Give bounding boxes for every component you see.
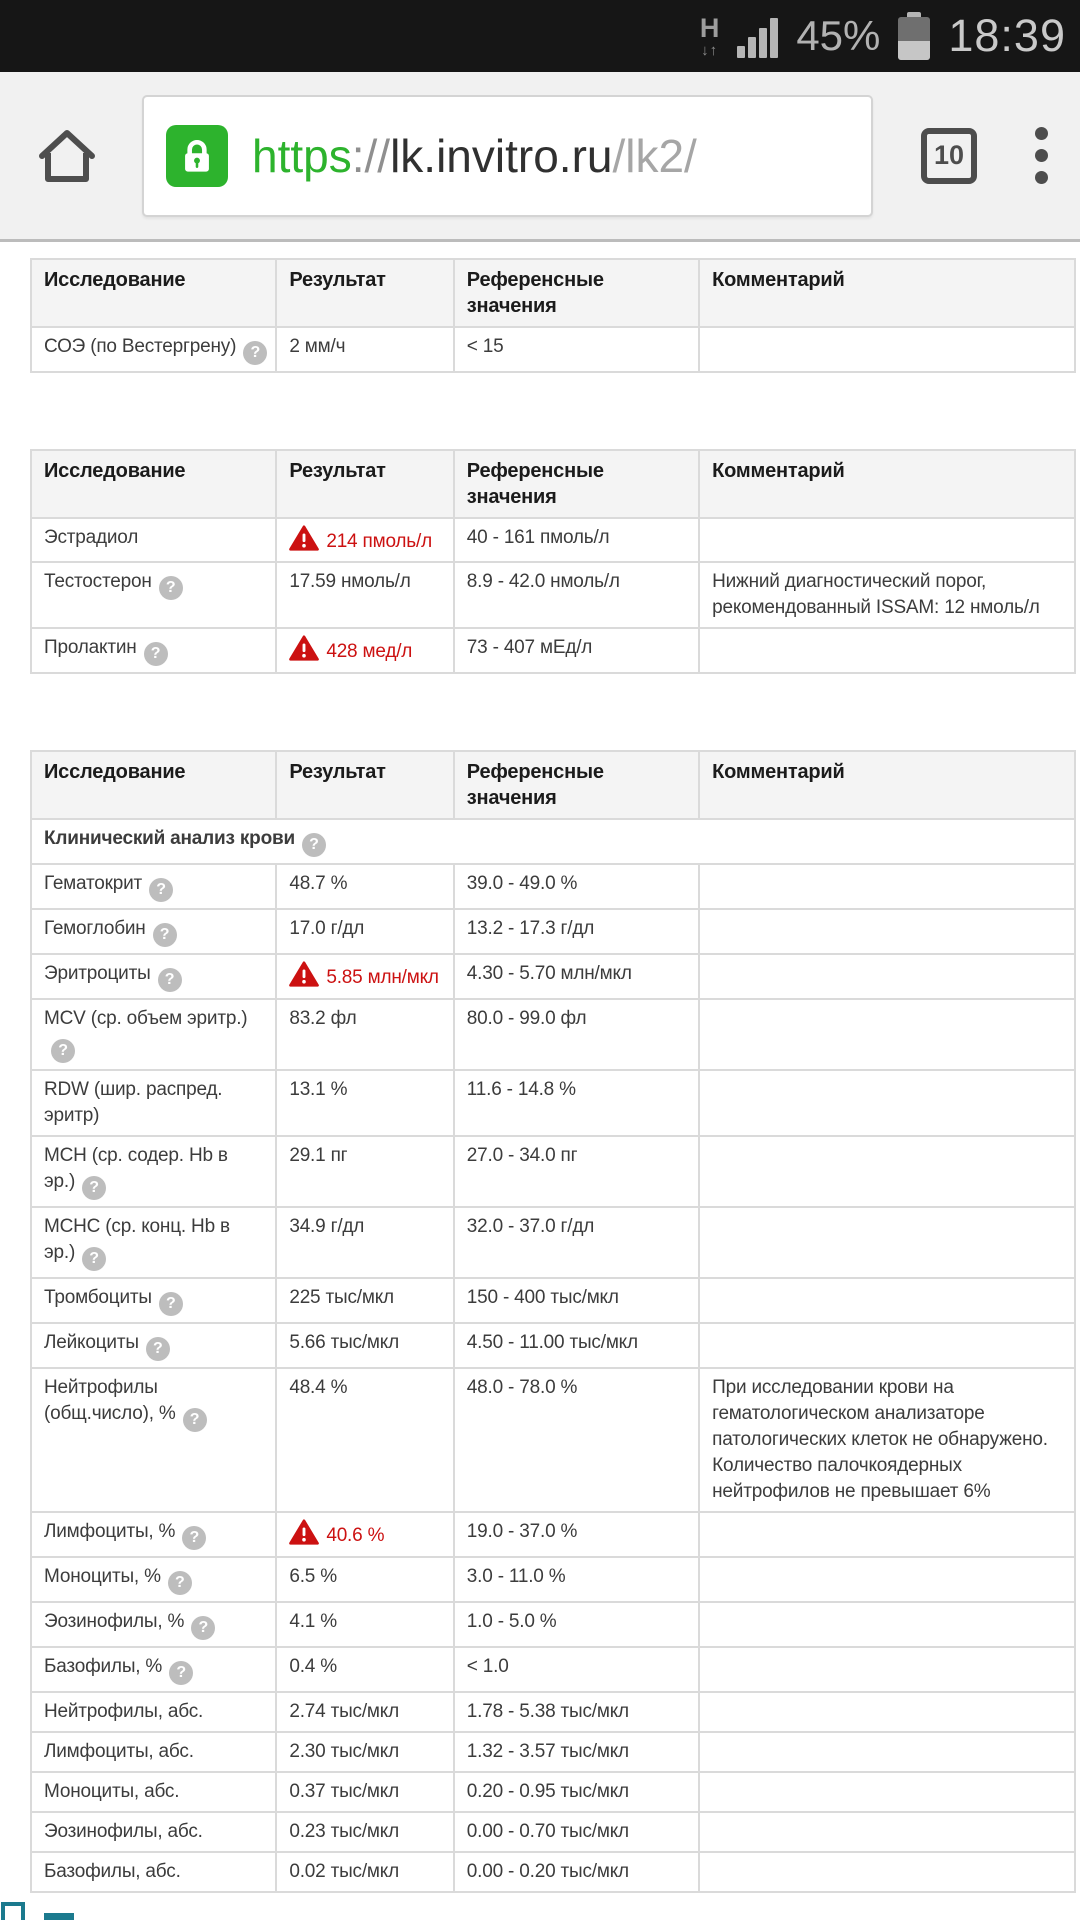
url-path: /lk2/ <box>612 129 697 182</box>
test-name-cell: Тестостерон ? <box>31 562 276 628</box>
result-value: 34.9 г/дл <box>289 1216 365 1237</box>
table-row <box>31 999 1075 1070</box>
help-question-icon[interactable]: ? <box>146 1337 170 1361</box>
help-question-icon[interactable]: ? <box>191 1616 215 1640</box>
result-value: 40.6 % <box>326 1525 385 1546</box>
battery-percent-label: 45% <box>796 12 881 59</box>
reference-cell: 4.50 - 11.00 тыс/мкл <box>454 1323 699 1368</box>
reference-cell: 40 - 161 пмоль/л <box>454 518 699 562</box>
table-row <box>31 909 1075 954</box>
comment-cell <box>699 1136 1075 1207</box>
comment-cell: Нижний диагностический порог, рекомендованный ISSAM: 12 нмоль/л <box>699 562 1075 628</box>
results-tables <box>30 258 1076 1893</box>
page-bottom-fragment <box>44 1913 74 1920</box>
comment-cell <box>699 1207 1075 1278</box>
reference-cell: < 1.0 <box>454 1647 699 1692</box>
network-type-label: H <box>699 12 720 43</box>
comment-cell <box>699 1772 1075 1812</box>
result-value: 48.4 % <box>289 1377 348 1398</box>
reference-cell: 1.78 - 5.38 тыс/мкл <box>454 1692 699 1732</box>
test-name-cell: MCV (ср. объем эритр.)? <box>31 999 276 1070</box>
help-question-icon[interactable]: ? <box>144 642 168 666</box>
help-question-icon[interactable]: ? <box>82 1247 106 1271</box>
result-cell <box>276 1692 453 1732</box>
result-value: 13.1 % <box>289 1079 348 1100</box>
comment-cell <box>699 1323 1075 1368</box>
help-question-icon[interactable]: ? <box>183 1408 207 1432</box>
header-row <box>31 751 1075 819</box>
browser-toolbar <box>0 72 1080 242</box>
reference-cell: 4.30 - 5.70 млн/мкл <box>454 954 699 999</box>
reference-cell: 27.0 - 34.0 пг <box>454 1136 699 1207</box>
url-scheme: https <box>252 129 352 182</box>
result-cell <box>276 1647 453 1692</box>
url-bar[interactable] <box>142 95 873 217</box>
comment-cell <box>699 999 1075 1070</box>
help-question-icon[interactable]: ? <box>158 968 182 992</box>
result-cell <box>276 1772 453 1812</box>
comment-cell <box>699 1070 1075 1136</box>
reference-cell: 8.9 - 42.0 нмоль/л <box>454 562 699 628</box>
comment-cell <box>699 327 1075 372</box>
section-title-cell: Клинический анализ крови ? <box>31 819 1075 864</box>
result-value: 5.66 тыс/мкл <box>289 1332 399 1353</box>
reference-cell: 3.0 - 11.0 % <box>454 1557 699 1602</box>
test-name-cell: Базофилы, абс. <box>31 1852 276 1892</box>
table-row <box>31 864 1075 909</box>
test-name-cell: Эстрадиол <box>31 518 276 562</box>
test-name-cell: Нейтрофилы, абс. <box>31 1692 276 1732</box>
test-name-cell: Лимфоциты, абс. <box>31 1732 276 1772</box>
result-cell <box>276 1278 453 1323</box>
table-row <box>31 1692 1075 1732</box>
comment-cell <box>699 1732 1075 1772</box>
table-row <box>31 1812 1075 1852</box>
table-row <box>31 1602 1075 1647</box>
reference-cell: 19.0 - 37.0 % <box>454 1512 699 1557</box>
warning-triangle-icon <box>289 961 319 988</box>
result-cell <box>276 1852 453 1892</box>
table-row <box>31 628 1075 673</box>
test-name-cell: Лимфоциты, % ? <box>31 1512 276 1557</box>
help-question-icon[interactable]: ? <box>159 1292 183 1316</box>
test-name-cell: Эозинофилы, % ? <box>31 1602 276 1647</box>
column-header: Результат <box>276 751 453 819</box>
result-cell <box>276 999 453 1070</box>
column-header: Исследование <box>31 259 276 327</box>
header-row <box>31 450 1075 518</box>
status-bar <box>0 0 1080 72</box>
reference-cell: 13.2 - 17.3 г/дл <box>454 909 699 954</box>
result-cell <box>276 1070 453 1136</box>
help-question-icon[interactable]: ? <box>82 1176 106 1200</box>
result-cell <box>276 1812 453 1852</box>
table-row <box>31 327 1075 372</box>
help-question-icon[interactable]: ? <box>168 1571 192 1595</box>
comment-cell <box>699 628 1075 673</box>
menu-dot-icon <box>1035 171 1048 184</box>
data-transfer-arrows-icon: ↓↑ <box>701 41 719 59</box>
home-icon <box>34 123 100 189</box>
result-value: 2 мм/ч <box>289 336 346 357</box>
result-value: 214 пмоль/л <box>326 531 432 552</box>
url-host: lk.invitro.ru <box>390 129 613 182</box>
column-header: Исследование <box>31 450 276 518</box>
table-row <box>31 1136 1075 1207</box>
result-value: 17.59 нмоль/л <box>289 571 411 592</box>
result-cell <box>276 1732 453 1772</box>
comment-cell <box>699 954 1075 999</box>
comment-cell <box>699 1278 1075 1323</box>
result-cell <box>276 562 453 628</box>
result-value: 0.4 % <box>289 1656 337 1677</box>
warning-triangle-icon <box>289 1519 319 1546</box>
result-value: 428 мед/л <box>326 641 413 662</box>
test-name-cell: Пролактин ? <box>31 628 276 673</box>
test-name-cell: Базофилы, % ? <box>31 1647 276 1692</box>
page-bottom-fragment <box>1 1902 25 1920</box>
table-row <box>31 1278 1075 1323</box>
comment-cell <box>699 1812 1075 1852</box>
lab-results-page <box>0 242 1080 1893</box>
reference-cell: 0.20 - 0.95 тыс/мкл <box>454 1772 699 1812</box>
reference-cell: < 15 <box>454 327 699 372</box>
reference-cell: 80.0 - 99.0 фл <box>454 999 699 1070</box>
result-cell <box>276 909 453 954</box>
warning-triangle-icon <box>289 525 319 552</box>
result-value: 2.74 тыс/мкл <box>289 1701 399 1722</box>
reference-cell: 11.6 - 14.8 % <box>454 1070 699 1136</box>
table-row <box>31 1207 1075 1278</box>
column-header: Результат <box>276 450 453 518</box>
result-cell <box>276 628 453 673</box>
result-value: 4.1 % <box>289 1611 337 1632</box>
table-row <box>31 562 1075 628</box>
home-button[interactable] <box>34 123 100 189</box>
table-row <box>31 1368 1075 1512</box>
help-question-icon[interactable]: ? <box>169 1661 193 1685</box>
reference-cell: 73 - 407 мЕд/л <box>454 628 699 673</box>
comment-cell <box>699 1852 1075 1892</box>
tab-count-label: 10 <box>933 140 965 170</box>
comment-cell: При исследовании крови на гематологическом анализаторе патологических клеток не обнаружено. Количество палочкоядерных нейтрофилов не превышает 6% <box>699 1368 1075 1512</box>
table-row <box>31 518 1075 562</box>
reference-cell: 150 - 400 тыс/мкл <box>454 1278 699 1323</box>
tab-count-button[interactable] <box>921 128 977 184</box>
menu-dot-icon <box>1035 149 1048 162</box>
test-name-cell: Эритроциты ? <box>31 954 276 999</box>
comment-cell <box>699 909 1075 954</box>
result-value: 6.5 % <box>289 1566 337 1587</box>
comment-cell <box>699 1647 1075 1692</box>
test-name-cell: Эозинофилы, абс. <box>31 1812 276 1852</box>
network-type-indicator <box>699 12 720 59</box>
comment-cell <box>699 1512 1075 1557</box>
clock-label: 18:39 <box>948 10 1066 61</box>
result-cell <box>276 1323 453 1368</box>
column-header: Референсные значения <box>454 259 699 327</box>
result-cell <box>276 1368 453 1512</box>
column-header: Комментарий <box>699 450 1075 518</box>
section-row <box>31 819 1075 864</box>
comment-cell <box>699 1557 1075 1602</box>
test-name-cell: Моноциты, абс. <box>31 1772 276 1812</box>
column-header: Комментарий <box>699 751 1075 819</box>
result-cell <box>276 864 453 909</box>
table-row <box>31 1512 1075 1557</box>
header-row <box>31 259 1075 327</box>
help-question-icon[interactable]: ? <box>149 878 173 902</box>
help-question-icon[interactable]: ? <box>182 1526 206 1550</box>
result-value: 29.1 пг <box>289 1145 348 1166</box>
test-name-cell: Тромбоциты ? <box>31 1278 276 1323</box>
help-question-icon[interactable]: ? <box>243 341 267 365</box>
table-row <box>31 1732 1075 1772</box>
result-cell <box>276 327 453 372</box>
results-table-1 <box>30 258 1076 373</box>
url-separator: :// <box>351 129 391 182</box>
result-cell <box>276 1207 453 1278</box>
result-value: 225 тыс/мкл <box>289 1287 394 1308</box>
result-value: 0.02 тыс/мкл <box>289 1861 399 1882</box>
result-value: 83.2 фл <box>289 1008 357 1029</box>
comment-cell <box>699 864 1075 909</box>
test-name-cell: RDW (шир. распред. эритр) <box>31 1070 276 1136</box>
reference-cell: 1.0 - 5.0 % <box>454 1602 699 1647</box>
reference-cell: 1.32 - 3.57 тыс/мкл <box>454 1732 699 1772</box>
column-header: Результат <box>276 259 453 327</box>
result-value: 17.0 г/дл <box>289 918 365 939</box>
table-row <box>31 1557 1075 1602</box>
table-row <box>31 1070 1075 1136</box>
battery-icon <box>898 12 930 60</box>
reference-cell: 39.0 - 49.0 % <box>454 864 699 909</box>
result-value: 5.85 млн/мкл <box>326 967 439 988</box>
table-row <box>31 1323 1075 1368</box>
warning-triangle-icon <box>289 635 319 662</box>
table-row <box>31 1852 1075 1892</box>
url-text <box>252 129 871 183</box>
help-question-icon[interactable]: ? <box>51 1039 75 1063</box>
menu-dot-icon <box>1035 127 1048 140</box>
help-question-icon[interactable]: ? <box>302 833 326 857</box>
column-header: Исследование <box>31 751 276 819</box>
test-name-cell: Нейтрофилы (общ.число), % ? <box>31 1368 276 1512</box>
https-lock-icon <box>166 125 228 187</box>
test-name-cell: MCH (ср. содер. Hb в эр.) ? <box>31 1136 276 1207</box>
comment-cell <box>699 518 1075 562</box>
table-row <box>31 954 1075 999</box>
comment-cell <box>699 1692 1075 1732</box>
result-cell <box>276 1512 453 1557</box>
result-value: 2.30 тыс/мкл <box>289 1741 399 1762</box>
help-question-icon[interactable]: ? <box>153 923 177 947</box>
test-name-cell: Моноциты, % ? <box>31 1557 276 1602</box>
result-cell <box>276 1136 453 1207</box>
overflow-menu-button[interactable] <box>1029 121 1054 190</box>
reference-cell: 0.00 - 0.70 тыс/мкл <box>454 1812 699 1852</box>
reference-cell: 0.00 - 0.20 тыс/мкл <box>454 1852 699 1892</box>
result-cell <box>276 954 453 999</box>
result-cell <box>276 1602 453 1647</box>
column-header: Референсные значения <box>454 751 699 819</box>
reference-cell: 32.0 - 37.0 г/дл <box>454 1207 699 1278</box>
results-table-3 <box>30 750 1076 1893</box>
result-value: 0.23 тыс/мкл <box>289 1821 399 1842</box>
test-name-cell: MCHC (ср. конц. Hb в эр.) ? <box>31 1207 276 1278</box>
test-name-cell: Гемоглобин ? <box>31 909 276 954</box>
test-name-cell: Лейкоциты ? <box>31 1323 276 1368</box>
table-row <box>31 1772 1075 1812</box>
result-value: 0.37 тыс/мкл <box>289 1781 399 1802</box>
result-cell <box>276 518 453 562</box>
column-header: Комментарий <box>699 259 1075 327</box>
test-name-cell: Гематокрит ? <box>31 864 276 909</box>
reference-cell: 48.0 - 78.0 % <box>454 1368 699 1512</box>
results-table-2 <box>30 449 1076 674</box>
comment-cell <box>699 1602 1075 1647</box>
test-name-cell: СОЭ (по Вестергрену) ? <box>31 327 276 372</box>
result-cell <box>276 1557 453 1602</box>
help-question-icon[interactable]: ? <box>159 576 183 600</box>
table-row <box>31 1647 1075 1692</box>
column-header: Референсные значения <box>454 450 699 518</box>
result-value: 48.7 % <box>289 873 348 894</box>
signal-strength-icon <box>737 14 778 58</box>
